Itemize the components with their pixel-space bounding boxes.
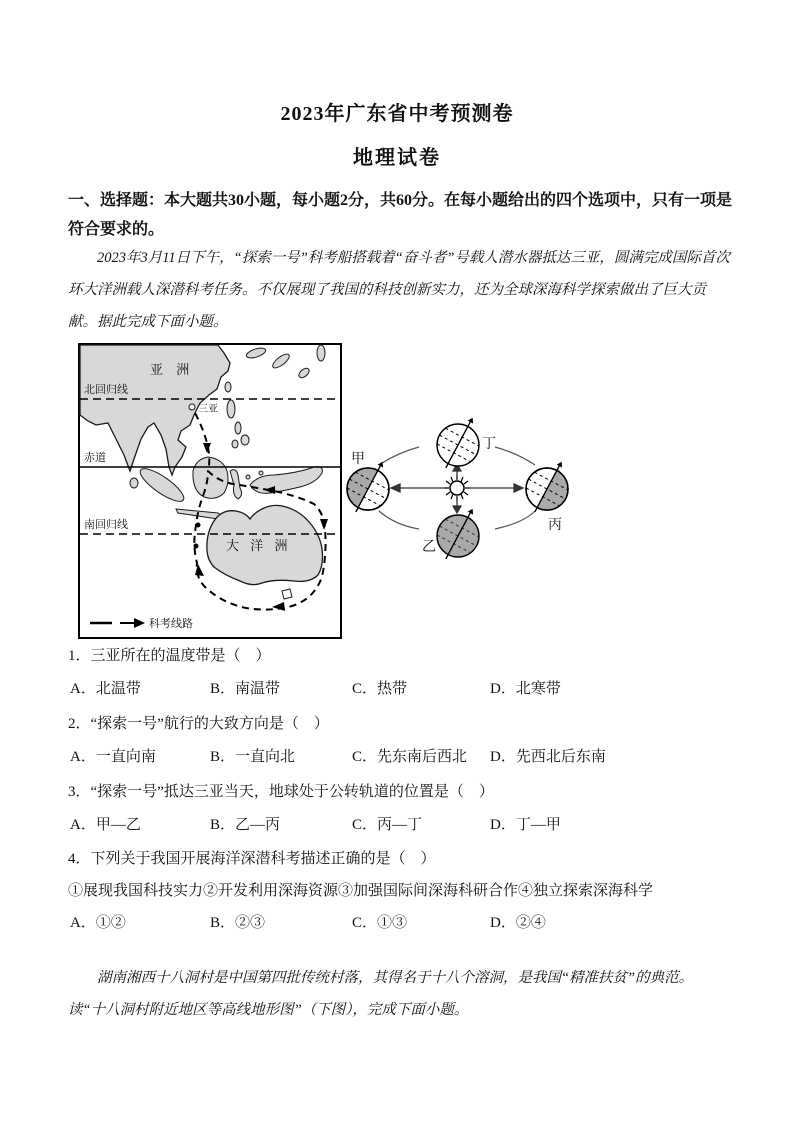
asia-label: 亚 洲	[150, 362, 195, 377]
option-c: C．热带	[352, 681, 408, 697]
question-2-stem: 2．“探索一号”航行的大致方向是（ ）	[68, 716, 329, 732]
option-d: D．丁—甲	[490, 817, 561, 833]
orbit-label-bing: 丙	[548, 518, 562, 533]
earth-position-yi	[437, 509, 479, 559]
option-c: C．丙—丁	[352, 817, 423, 833]
section-heading: 一、选择题：本大题共30小题，每小题2分，共60分。在每小题给出的四个选项中，只有一项是符合要求的。	[68, 192, 733, 238]
question-1-stem: 1．三亚所在的温度带是（ ）	[68, 648, 271, 664]
earth-orbit-figure	[343, 403, 593, 578]
question-3-stem: 3．“探索一号”抵达三亚当天，地球处于公转轨道的位置是（ ）	[68, 784, 494, 800]
option-a: A．北温带	[70, 681, 141, 697]
option-b: B．乙—丙	[210, 817, 281, 833]
option-d: D．北寒带	[490, 681, 561, 697]
option-b: B．南温带	[210, 681, 281, 697]
option-a: A．①②	[70, 915, 126, 931]
option-a: A．一直向南	[70, 749, 156, 765]
option-d: D．②④	[490, 915, 546, 931]
oceania-label: 大 洋 洲	[226, 538, 292, 553]
orbit-label-yi: 乙	[422, 540, 436, 555]
closing-paragraph: 湖南湘西十八洞村是中国第四批传统村落，其得名于十八个溶洞，是我国“精准扶贫”的典范。读“十八洞村附近地区等高线地形图”（下图），完成下面小题。	[68, 970, 694, 1018]
earth-position-jia	[347, 462, 389, 512]
tropic-of-cancer-label: 北回归线	[84, 384, 128, 396]
tropic-of-capricorn-label: 南回归线	[84, 519, 128, 531]
figure-row	[0, 341, 794, 641]
earth-position-ding	[437, 418, 479, 468]
sun-icon	[444, 475, 470, 501]
sri-lanka-island	[130, 478, 138, 488]
question-4-statements: ①展现我国科技实力②开发利用深海资源③加强国际间深海科研合作④独立探索深海科学	[68, 883, 654, 899]
sanya-marker	[189, 404, 195, 410]
earth-position-bing	[526, 462, 568, 512]
route-legend-label: 科考线路	[149, 618, 193, 630]
option-c: C．①③	[352, 915, 408, 931]
taiwan-island	[225, 382, 231, 392]
borneo-island	[193, 457, 228, 498]
orbit-label-ding: 丁	[482, 437, 496, 452]
page-subtitle: 地理试卷	[353, 147, 441, 169]
option-a: A．甲—乙	[70, 817, 141, 833]
equator-label: 赤道	[84, 452, 106, 464]
orbit-label-jia: 甲	[351, 452, 365, 467]
option-b: B．②③	[210, 915, 266, 931]
question-4-stem: 4．下列关于我国开展海洋深潜科考描述正确的是（ ）	[68, 851, 436, 867]
page-title: 2023年广东省中考预测卷	[280, 103, 514, 125]
tasmania-island	[282, 589, 292, 599]
option-c: C．先东南后西北	[352, 749, 468, 765]
option-b: B．一直向北	[210, 749, 296, 765]
option-d: D．先西北后东南	[490, 749, 606, 765]
sanya-label: 三亚	[198, 404, 218, 415]
expedition-map-figure	[78, 343, 342, 639]
intro-paragraph: 2023年3月11日下午，“探索一号”科考船搭载着“奋斗者”号载人潜水器抵达三亚，圆满完成国际首次环大洋洲载人深潜科考任务。不仅展现了我国的科技创新实力，还为全球深海科学探索做出了巨大贡献。据此完成下面小题。	[68, 250, 730, 330]
